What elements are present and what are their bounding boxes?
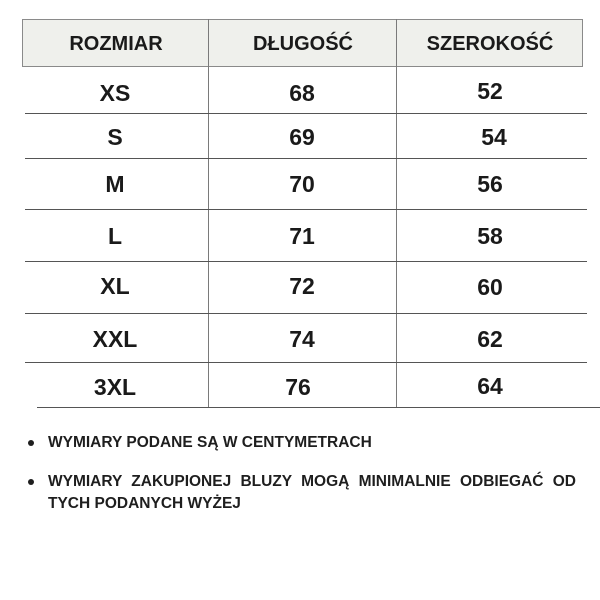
table-cell-length: 72 xyxy=(289,273,315,299)
table-cell-width: 52 xyxy=(477,78,503,104)
table-cell-length: 70 xyxy=(289,171,315,197)
table-cell-width: 64 xyxy=(477,373,503,399)
table-cell-width: 58 xyxy=(477,223,503,249)
table-cell-width: 60 xyxy=(477,274,503,300)
table-cell-size: XS xyxy=(99,80,131,106)
note-item xyxy=(28,432,576,454)
row-divider xyxy=(25,362,587,363)
table-cell-size: XXL xyxy=(92,326,138,352)
row-divider xyxy=(25,261,587,262)
table-header-row xyxy=(22,19,583,67)
table-cell-length: 74 xyxy=(289,326,315,352)
table-cell-width: 54 xyxy=(481,124,507,150)
table-cell-length: 76 xyxy=(285,374,311,400)
bullet-icon xyxy=(28,479,34,485)
table-cell-size: XL xyxy=(100,273,130,299)
table-cell-width: 62 xyxy=(477,326,503,352)
row-divider xyxy=(37,407,600,408)
notes-list xyxy=(28,432,576,515)
note-text: WYMIARY PODANE SĄ W CENTYMETRACH xyxy=(48,434,372,451)
table-cell-length: 68 xyxy=(289,80,315,106)
row-divider xyxy=(25,158,587,159)
row-divider xyxy=(25,313,587,314)
header-size: ROZMIAR xyxy=(69,33,163,55)
bullet-icon xyxy=(28,440,34,446)
header-width: SZEROKOŚĆ xyxy=(426,33,554,55)
header-length: DŁUGOŚĆ xyxy=(253,33,353,55)
table-cell-size: S xyxy=(107,124,123,150)
table-cell-width: 56 xyxy=(477,171,503,197)
table-cell-size: L xyxy=(107,223,123,249)
note-item xyxy=(28,471,576,515)
note-text: WYMIARY ZAKUPIONEJ BLUZY MOGĄ MINIMALNIE ODBIEGAĆ OD TYCH PODANYCH WYŻEJ xyxy=(48,473,576,512)
row-divider xyxy=(25,113,587,114)
table-cell-length: 69 xyxy=(289,124,315,150)
table-cell-size: M xyxy=(105,171,125,197)
row-divider xyxy=(25,209,587,210)
table-cell-size: 3XL xyxy=(93,374,137,400)
table-cell-length: 71 xyxy=(289,223,315,249)
